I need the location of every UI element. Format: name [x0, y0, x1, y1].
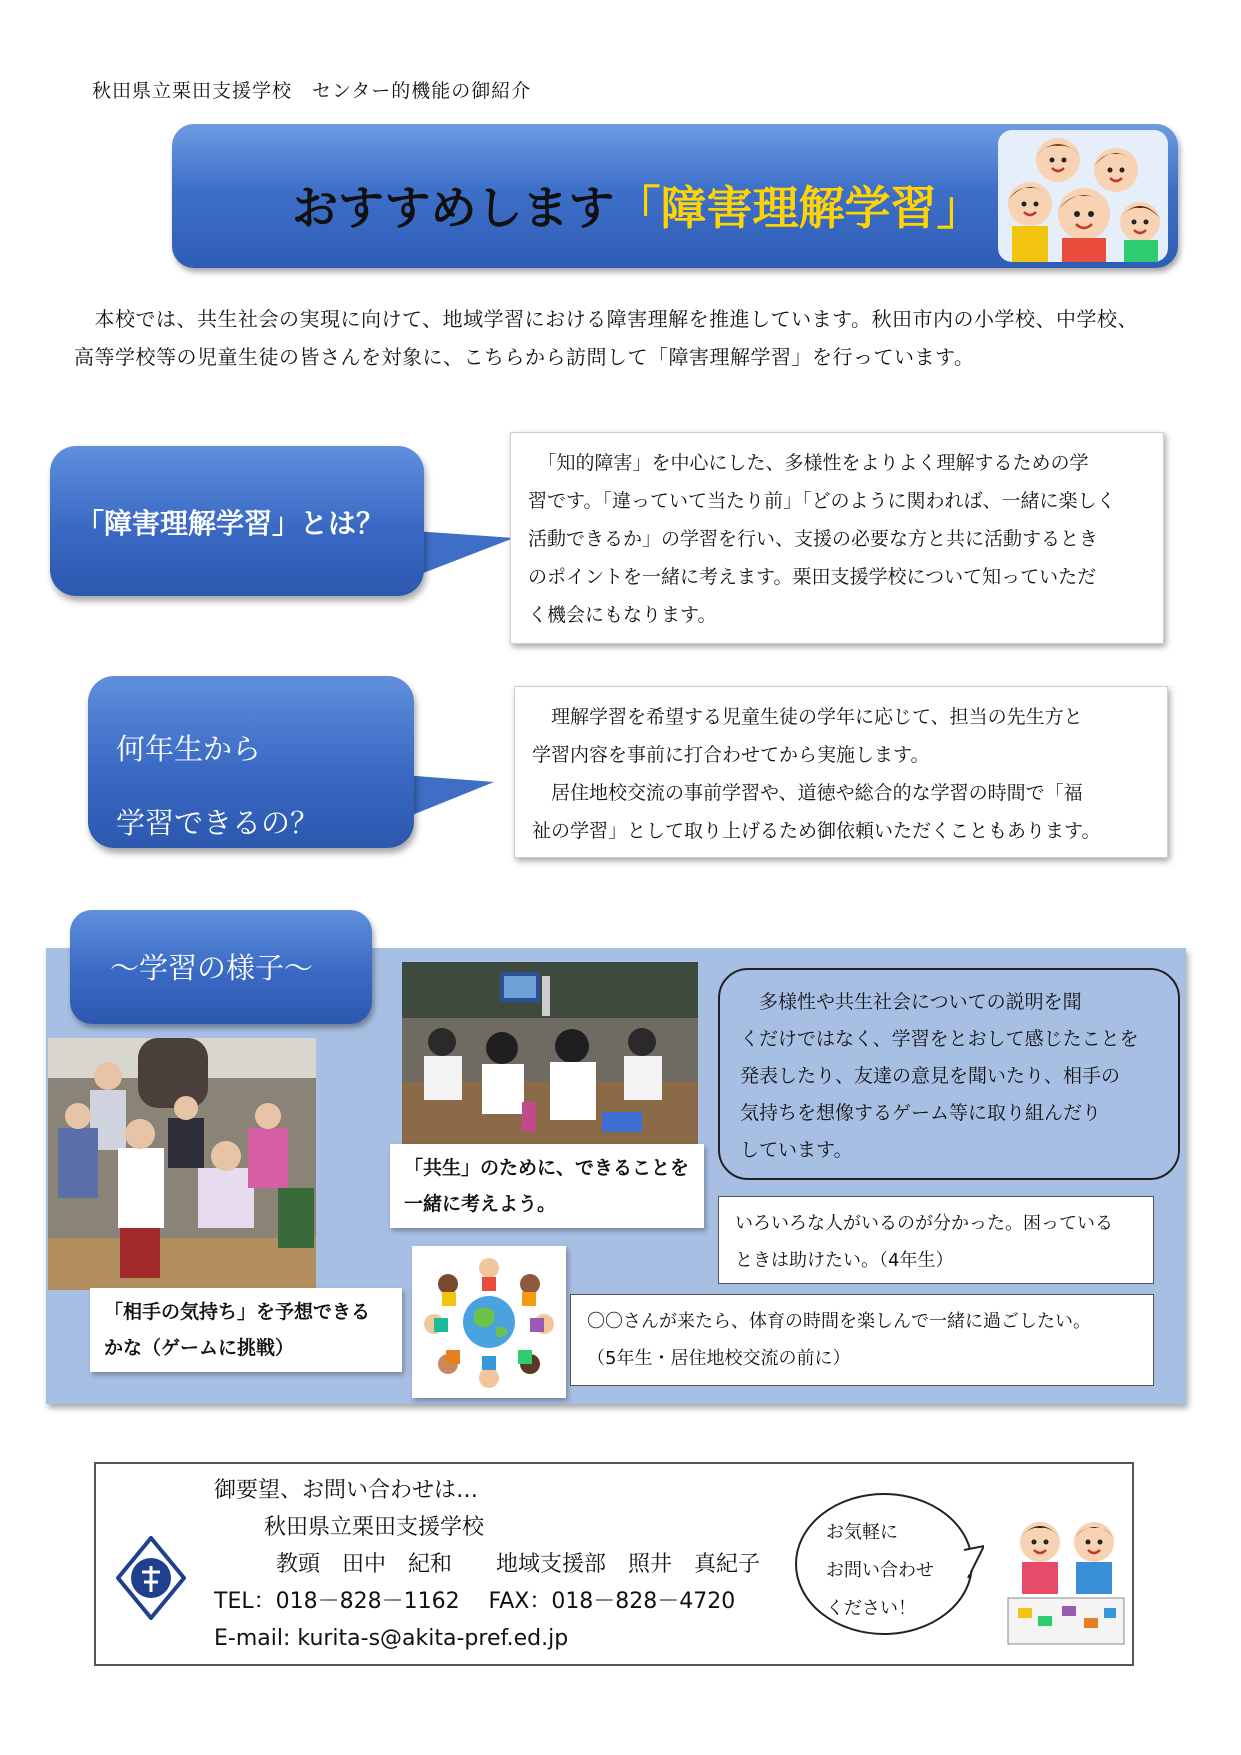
question-about: 「障害理解学習」とは？ — [76, 507, 385, 540]
caption-line: 「相手の気持ち」を予想できる — [104, 1301, 371, 1323]
answer-line: 居住地校交流の事前学習や、道徳や総合的な学習の時間で「福 — [532, 782, 1083, 804]
answer-line: 理解学習を希望する児童生徒の学年に応じて、担当の先生方と — [532, 706, 1083, 728]
answer-line: 「知的障害」を中心にした、多様性をよりよく理解するための学 — [528, 452, 1089, 474]
voice-line: いろいろな人がいるのが分かった。困っている — [735, 1213, 1113, 1234]
children-at-desk-icon — [1004, 1508, 1128, 1648]
title-highlight: 「障害理解学習」 — [614, 181, 983, 235]
contact-email[interactable]: E-mail: kurita-s@akita-pref.ed.jp — [214, 1626, 569, 1651]
study-title: ～学習の様子～ — [110, 951, 314, 985]
student-voice-2 — [570, 1294, 1154, 1386]
answer-line: 活動できるか」の学習を行い、支援の必要な方と共に活動するとき — [528, 528, 1099, 550]
contact-phone-fax: TEL：018－828－1162 FAX：018－828－4720 — [214, 1589, 736, 1614]
answer-line: のポイントを一緒に考えます。栗田支援学校について知っていただ — [528, 566, 1097, 588]
contact-staff: 教頭 田中 紀和 地域支援部 照井 真紀子 — [276, 1552, 761, 1577]
desc-line: しています。 — [740, 1139, 853, 1161]
contact-box — [94, 1462, 1134, 1666]
answer-line: く機会にもなります。 — [528, 604, 717, 626]
title-banner — [172, 124, 1178, 268]
world-children-illustration — [412, 1246, 566, 1398]
study-section-title — [70, 910, 372, 1024]
question-grade-line: 学習できるの？ — [116, 806, 320, 840]
student-voice-1 — [718, 1196, 1154, 1284]
caption-kyosei — [390, 1144, 704, 1228]
caption-line: 一緒に考えよう。 — [404, 1193, 557, 1215]
study-description — [718, 968, 1180, 1180]
caption-feelings — [90, 1288, 402, 1372]
desc-line: 気持ちを想像するゲーム等に取り組んだり — [740, 1102, 1102, 1124]
desc-line: くだけではなく、学習をとおして感じたことを — [740, 1028, 1139, 1050]
intro-line: 高等学校等の児童生徒の皆さんを対象に、こちらから訪問して「障害理解学習」を行っています。 — [74, 345, 975, 369]
contact-school: 秋田県立栗田支援学校 — [264, 1515, 485, 1540]
voice-line: 〇〇さんが来たら、体育の時間を楽しんで一緒に過ごしたい。 — [587, 1311, 1091, 1332]
contact-intro: 御要望、お問い合わせは… — [214, 1478, 479, 1503]
question-grade-line: 何年生から — [116, 732, 262, 766]
school-emblem-icon — [116, 1536, 186, 1620]
globe-children-icon — [412, 1246, 566, 1398]
desc-line: 多様性や共生社会についての説明を聞 — [740, 991, 1082, 1013]
voice-line: ときは助けたい。（4年生） — [735, 1250, 954, 1271]
question-bubble-grade — [88, 676, 414, 848]
voice-line: （5年生・居住地校交流の前に） — [587, 1348, 851, 1369]
speech-line: ください！ — [826, 1598, 916, 1619]
classroom-game-photo — [48, 1038, 316, 1290]
children-illustration-icon — [998, 130, 1168, 262]
answer-line: 習です。「違っていて当たり前」「どのように関われば、一緒に楽しく — [528, 490, 1116, 512]
question-bubble-about — [50, 446, 424, 596]
answer-box-grade — [514, 686, 1168, 858]
intro-text — [74, 300, 1174, 376]
header-note: 秋田県立栗田支援学校 センター的機能の御紹介 — [92, 80, 532, 102]
classroom-lecture-photo — [402, 962, 698, 1150]
speech-line: お気軽に — [826, 1522, 898, 1543]
answer-line: 学習内容を事前に打合わせてから実施します。 — [532, 744, 930, 766]
title-prefix: おすすめします — [292, 181, 615, 235]
answer-line: 祉の学習」として取り上げるため御依頼いただくこともあります。 — [532, 820, 1101, 842]
contact-info — [214, 1472, 760, 1657]
intro-line: 本校では、共生社会の実現に向けて、地域学習における障害理解を推進しています。秋田市内の小学校、中学校、 — [74, 307, 1138, 331]
speech-line: お問い合わせ — [826, 1560, 934, 1581]
page-title — [292, 172, 982, 238]
desc-line: 発表したり、友達の意見を聞いたり、相手の — [740, 1065, 1121, 1087]
speech-text — [826, 1514, 934, 1628]
answer-box-about — [510, 432, 1164, 644]
caption-line: 「共生」のために、できることを — [404, 1157, 690, 1179]
caption-line: かな（ゲームに挑戦） — [104, 1337, 295, 1359]
question-grade — [116, 712, 319, 860]
